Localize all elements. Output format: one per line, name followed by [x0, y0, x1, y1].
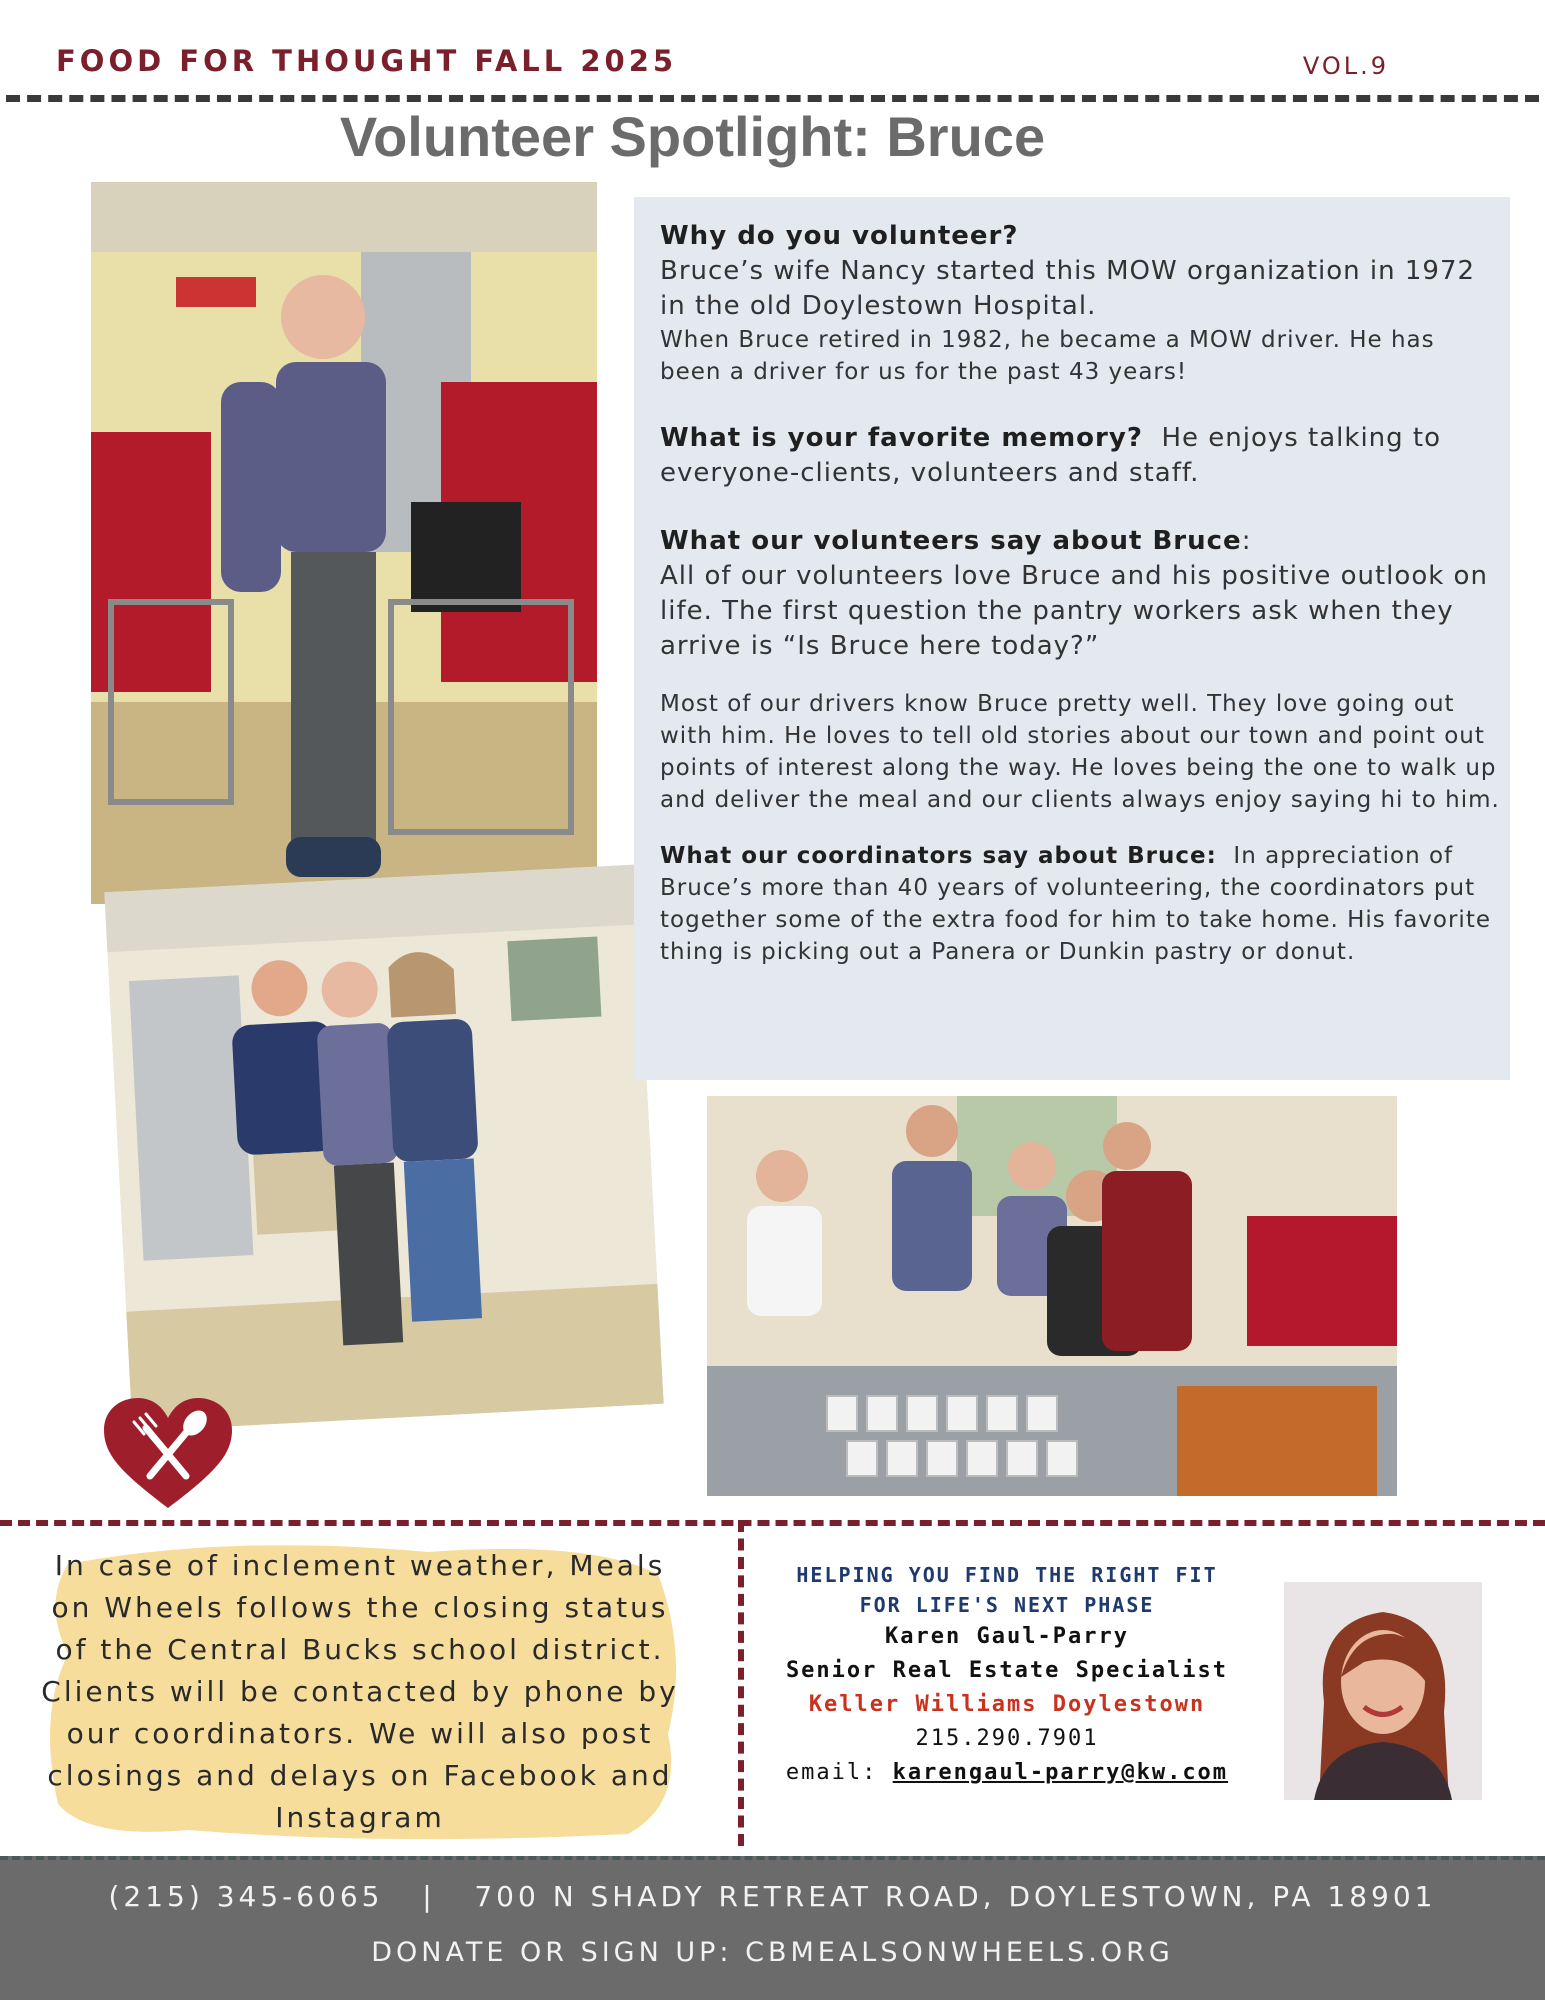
ad-firm: Keller Williams Doylestown: [808, 1692, 1206, 1717]
ad-email-label: email:: [785, 1760, 878, 1785]
kitchen-group-photo: [707, 1096, 1397, 1496]
answer-favorite-memory: He enjoys talking to everyone-clients, volunteers and staff.: [660, 423, 1442, 488]
question-coordinators-say: What our coordinators say about Bruce:: [660, 843, 1217, 869]
ad-phone: 215.290.7901: [915, 1726, 1099, 1751]
heart-fork-spoon-icon: [100, 1396, 236, 1514]
spotlight-title: Volunteer Spotlight: Bruce: [339, 105, 1046, 168]
weather-notice: In case of inclement weather, Meals on Wheels follows the closing status of the Central Bucks school district. Clients will be contacted by phone by our coordinators. We will also post closings and delays on Facebook and Instagram: [41, 1549, 679, 1834]
newsletter-title: FOOD FOR THOUGHT FALL 2025: [56, 44, 678, 78]
answer-coordinators-say: In appreciation of Bruce’s more than 40 years of volunteering, the coordinators put together some of the extra food for him to take home. His favorite thing is picking out a Panera or Dunkin pastry or donut.: [660, 843, 1491, 965]
bruce-with-volunteers-photo: [104, 864, 664, 1431]
answer-why-volunteer-1: Bruce’s wife Nancy started this MOW organization in 1972 in the old Doylestown Hospital.: [660, 256, 1476, 321]
agent-headshot-photo: [1284, 1582, 1482, 1800]
bruce-standing-photo: [91, 182, 597, 904]
answer-volunteers-say-1: All of our volunteers love Bruce and his positive outlook on life. The first question the pantry workers ask when they arrive is “Is Bruce here today?”: [660, 561, 1488, 661]
answer-why-volunteer-2: When Bruce retired in 1982, he became a MOW driver. He has been a driver for us for the past 43 years!: [660, 327, 1435, 385]
footer-divider: [0, 1856, 1545, 1860]
realtor-ad: [752, 1560, 1262, 1790]
header-divider: [6, 95, 1539, 102]
footer-address: 700 N SHADY RETREAT ROAD, DOYLESTOWN, PA 18901: [474, 1880, 1437, 1913]
qa-panel: [634, 197, 1510, 1080]
footer-separator: |: [422, 1880, 436, 1913]
footer-contact-line: [0, 1880, 1545, 1913]
ad-tagline-2: FOR LIFE'S NEXT PHASE: [859, 1593, 1155, 1617]
ad-tagline-1: HELPING YOU FIND THE RIGHT FIT: [796, 1563, 1218, 1587]
question-favorite-memory: What is your favorite memory?: [660, 423, 1143, 453]
question-why-volunteer: Why do you volunteer?: [660, 221, 1019, 251]
bottom-vertical-divider: [738, 1520, 744, 1846]
question-volunteers-say-colon: :: [1241, 526, 1252, 556]
volume-number: VOL.9: [1302, 52, 1389, 80]
bottom-section-divider: [0, 1520, 1545, 1526]
ad-agent-role: Senior Real Estate Specialist: [785, 1658, 1229, 1683]
ad-agent-name: Karen Gaul-Parry: [885, 1624, 1129, 1649]
footer-donate-line[interactable]: DONATE OR SIGN UP: CBMEALSONWHEELS.ORG: [371, 1937, 1174, 1968]
ad-email-link[interactable]: karengaul-parry@kw.com: [892, 1760, 1229, 1785]
footer-phone[interactable]: (215) 345-6065: [108, 1880, 384, 1913]
question-volunteers-say: What our volunteers say about Bruce: [660, 526, 1242, 556]
answer-volunteers-say-2: Most of our drivers know Bruce pretty well. They love going out with him. He loves to tell old stories about our town and point out points of interest along the way. He loves being the one to walk up and deliver the meal and our clients always enjoy saying hi to him.: [660, 691, 1500, 813]
footer-bar: [0, 1856, 1545, 2000]
